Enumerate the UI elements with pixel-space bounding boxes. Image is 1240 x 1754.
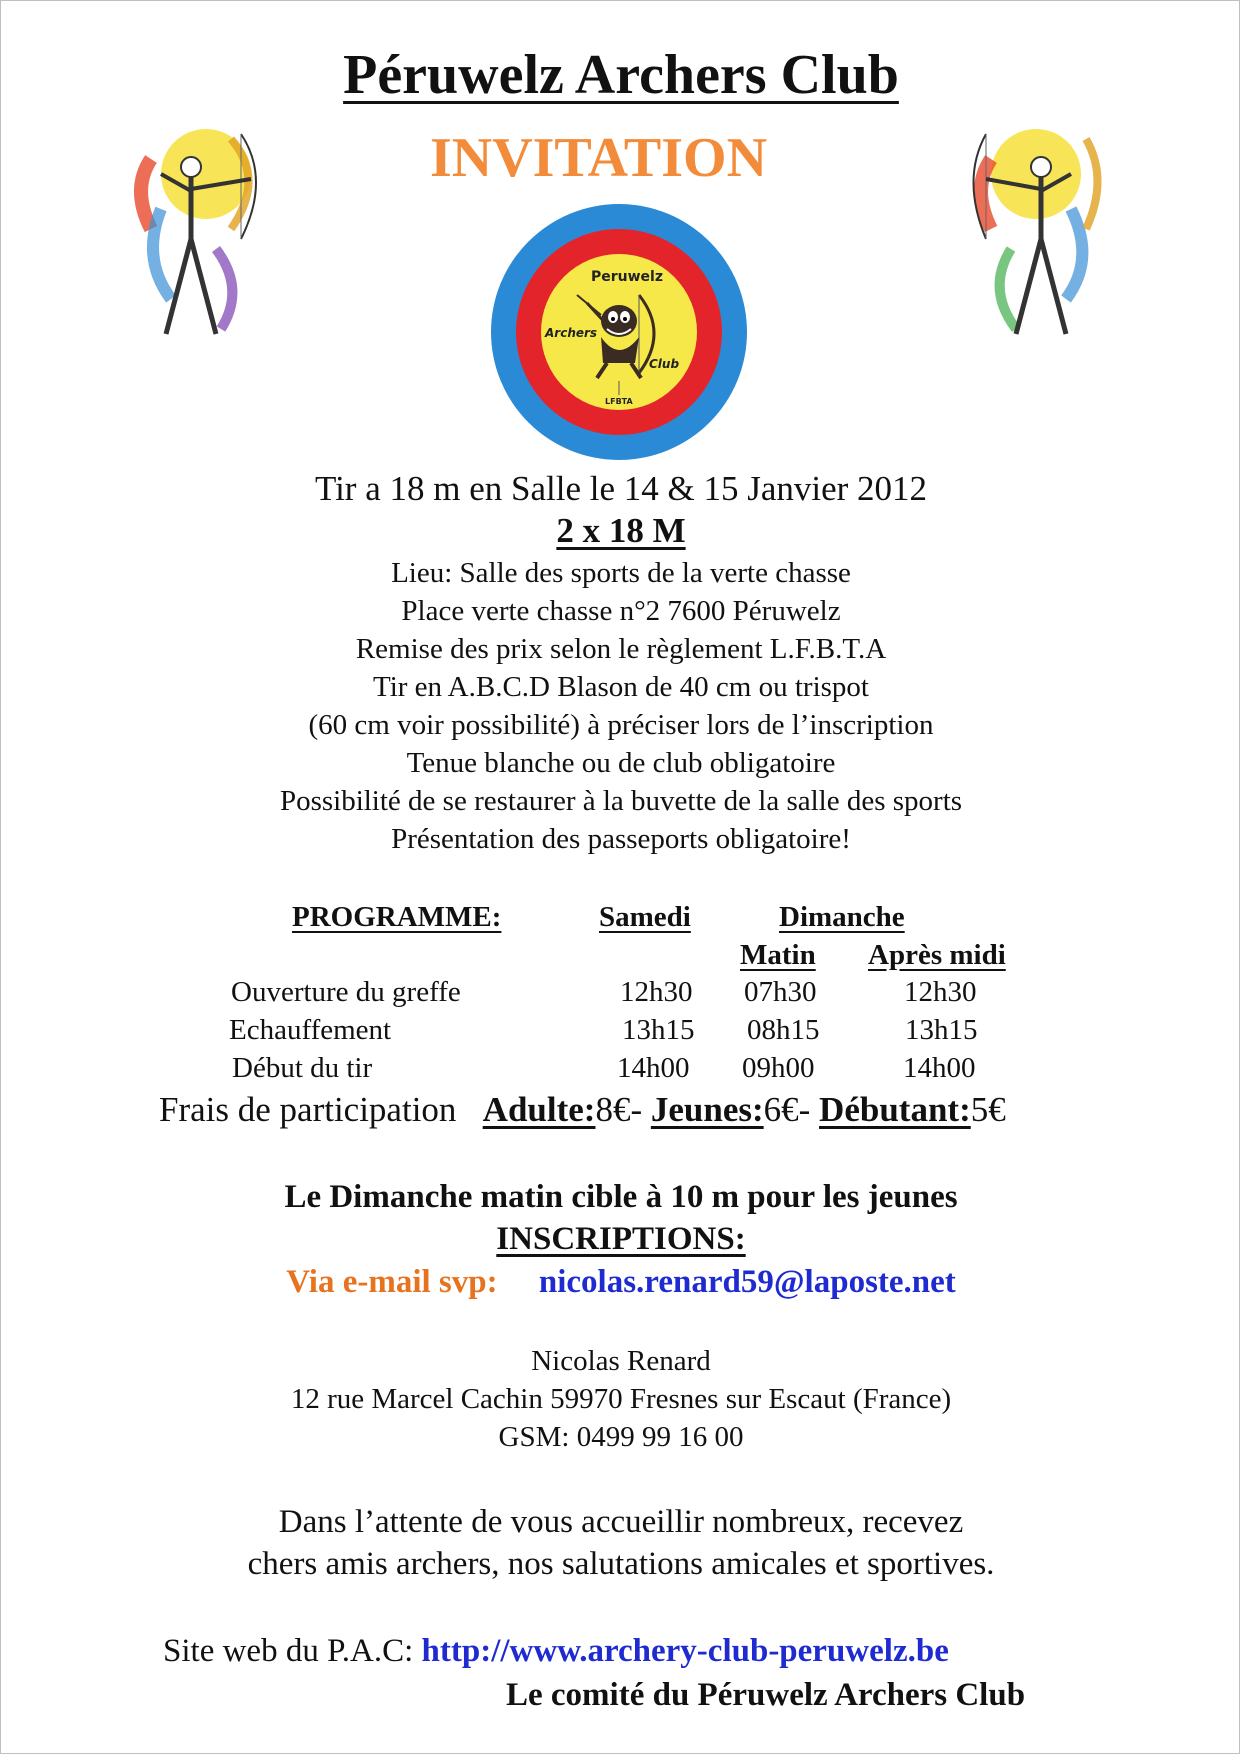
cell-samedi: 13h15 bbox=[622, 1014, 695, 1046]
contact-address: 12 rue Marcel Cachin 59970 Fresnes sur Escaut (France) bbox=[290, 1383, 952, 1415]
fee-adult-label: Adulte: bbox=[482, 1090, 596, 1129]
cell-matin: 09h00 bbox=[742, 1052, 815, 1084]
cell-samedi: 14h00 bbox=[617, 1052, 690, 1084]
logo-word-archers: Archers bbox=[545, 326, 598, 340]
cell-apres-midi: 12h30 bbox=[904, 976, 977, 1008]
fee-beginner-price: 5€ bbox=[970, 1090, 1006, 1129]
archer-illustration-right bbox=[961, 119, 1111, 349]
fees-label: Frais de participation bbox=[159, 1090, 457, 1129]
fee-youth-label: Jeunes: bbox=[650, 1090, 764, 1129]
col-header-afternoon: Après midi bbox=[868, 939, 1006, 971]
cell-matin: 08h15 bbox=[747, 1014, 820, 1046]
cell-samedi: 12h30 bbox=[620, 976, 693, 1008]
invitation-heading: INVITATION bbox=[429, 127, 768, 189]
cell-apres-midi: 13h15 bbox=[905, 1014, 978, 1046]
contact-phone: GSM: 0499 99 16 00 bbox=[498, 1421, 744, 1453]
archer-illustration-left bbox=[121, 119, 271, 349]
cell-matin: 07h30 bbox=[744, 976, 817, 1008]
registration-via-label: Via e-mail svp: bbox=[286, 1264, 498, 1300]
logo-word-club: Club bbox=[649, 357, 680, 371]
registration-email-link[interactable]: nicolas.renard59@laposte.net bbox=[538, 1264, 956, 1300]
fees-line bbox=[159, 1090, 1006, 1130]
contact-name: Nicolas Renard bbox=[531, 1345, 711, 1377]
youth-target-notice: Le Dimanche matin cible à 10 m pour les jeunes bbox=[284, 1179, 958, 1215]
website-label: Site web du P.A.C: bbox=[163, 1633, 414, 1669]
row-label: Ouverture du greffe bbox=[231, 976, 461, 1008]
row-label: Echauffement bbox=[229, 1014, 392, 1046]
club-target-logo bbox=[489, 203, 749, 461]
fee-youth-price: 6€- bbox=[763, 1090, 811, 1129]
col-header-sunday: Dimanche bbox=[779, 901, 905, 933]
registration-line bbox=[1, 1264, 1240, 1301]
event-headline: Tir a 18 m en Salle le 14 & 15 Janvier 2012 bbox=[314, 469, 928, 508]
website-link[interactable]: http://www.archery-club-peruwelz.be bbox=[421, 1633, 949, 1669]
logo-federation: LFBTA bbox=[605, 397, 633, 406]
detail-address: Place verte chasse n°2 7600 Péruwelz bbox=[401, 595, 841, 627]
detail-categories: Tir en A.B.C.D Blason de 40 cm ou trispot bbox=[373, 671, 869, 703]
detail-trispot: (60 cm voir possibilité) à préciser lors de l’inscription bbox=[308, 709, 934, 741]
programme-label: PROGRAMME: bbox=[292, 901, 502, 933]
col-header-morning: Matin bbox=[740, 939, 816, 971]
registration-title: INSCRIPTIONS: bbox=[496, 1221, 746, 1257]
event-format: 2 x 18 M bbox=[556, 511, 686, 550]
row-label: Début du tir bbox=[232, 1052, 373, 1084]
closing-line-1: Dans l’attente de vous accueillir nombreux, recevez bbox=[278, 1504, 964, 1540]
closing-line-2: chers amis archers, nos salutations amicales et sportives. bbox=[247, 1546, 995, 1582]
website-line bbox=[163, 1633, 949, 1670]
cell-apres-midi: 14h00 bbox=[903, 1052, 976, 1084]
col-header-saturday: Samedi bbox=[599, 901, 691, 933]
detail-passports: Présentation des passeports obligatoire! bbox=[391, 823, 851, 855]
detail-prizes: Remise des prix selon le règlement L.F.B.T.A bbox=[355, 633, 887, 665]
logo-word-peruwelz: Peruwelz bbox=[591, 269, 664, 285]
detail-dress-code: Tenue blanche ou de club obligatoire bbox=[406, 747, 836, 779]
fee-adult-price: 8€- bbox=[595, 1090, 643, 1129]
fee-beginner-label: Débutant: bbox=[819, 1090, 971, 1129]
detail-catering: Possibilité de se restaurer à la buvette de la salle des sports bbox=[279, 785, 963, 817]
club-title: Péruwelz Archers Club bbox=[343, 44, 899, 106]
committee-signature: Le comité du Péruwelz Archers Club bbox=[506, 1677, 1026, 1713]
detail-venue: Lieu: Salle des sports de la verte chasse bbox=[391, 557, 851, 589]
